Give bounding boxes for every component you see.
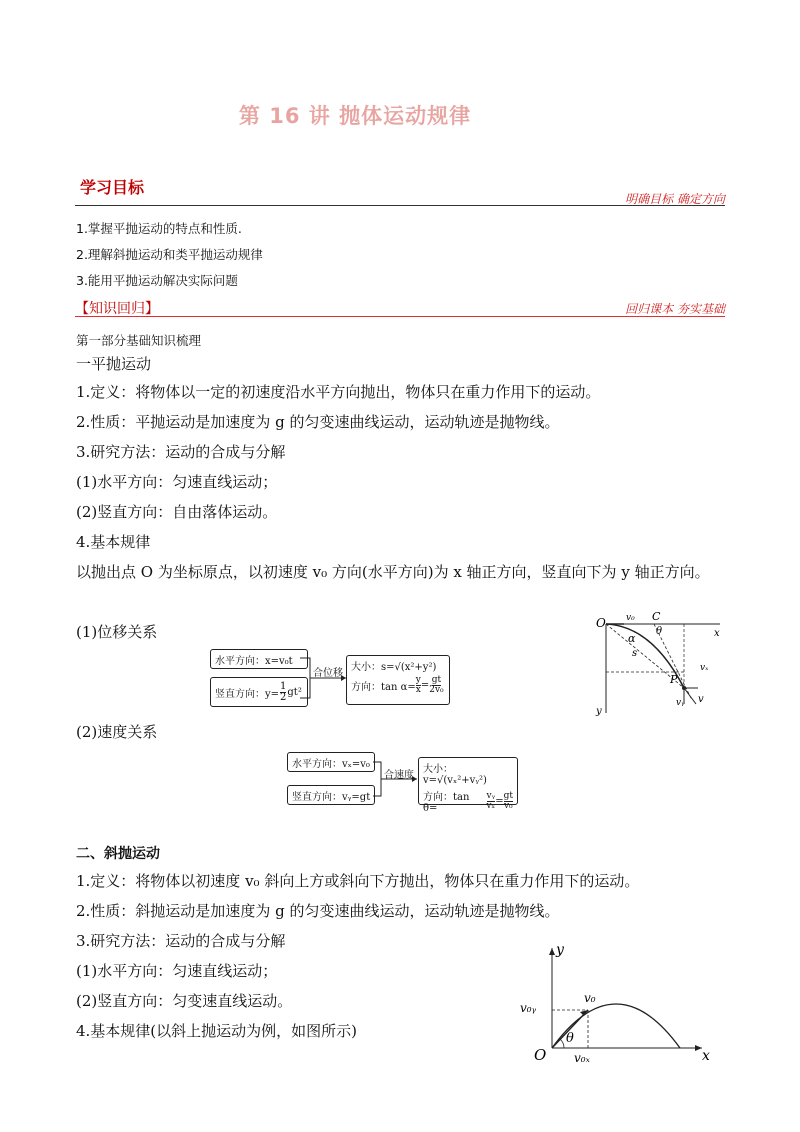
fig1-label-v: v bbox=[698, 694, 704, 705]
review-tag: 回归课本 夯实基础 bbox=[625, 302, 725, 316]
projectile-line-3: 3.研究方法：运动的合成与分解 bbox=[76, 443, 286, 461]
vel-dir-frac2-num: gt bbox=[503, 790, 513, 801]
disp-vertical-prefix: 竖直方向：y= bbox=[215, 688, 280, 700]
part-label: 第一部分基础知识梳理 bbox=[76, 333, 202, 348]
fig1-label-s: s bbox=[632, 648, 638, 659]
projectile-line-6: 4.基本规律 bbox=[76, 533, 151, 551]
disp-dir-frac2 bbox=[429, 676, 443, 695]
fig1-label-O: O bbox=[596, 616, 606, 630]
fig2-label-y: y bbox=[556, 942, 564, 958]
vel-dir-frac2-den: v₀ bbox=[503, 800, 513, 811]
disp-vertical-box bbox=[210, 677, 308, 707]
fig2-label-v0y: v₀ᵧ bbox=[520, 1001, 537, 1015]
oblique-line-6: 4.基本规律(以斜上抛运动为例，如图所示) bbox=[76, 1022, 358, 1040]
review-heading: 【知识回归】 bbox=[75, 301, 159, 317]
projectile-line-7: 以抛出点 O 为坐标原点，以初速度 v₀ 方向(水平方向)为 x 轴正方向，竖直向下为 y 轴正方向。 bbox=[76, 563, 710, 581]
fig1-label-y: y bbox=[596, 706, 602, 717]
vel-combine-label: 合速度 bbox=[384, 770, 414, 781]
fig1-label-alpha: α bbox=[628, 632, 636, 645]
goal-item-1: 1.掌握平抛运动的特点和性质. bbox=[76, 221, 242, 236]
oblique-trajectory-figure bbox=[516, 940, 716, 1065]
fig1-label-vy: vᵧ bbox=[676, 698, 685, 708]
fig1-label-x: x bbox=[714, 628, 720, 639]
disp-dir-prefix: 方向：tan α= bbox=[351, 682, 416, 693]
fig2-label-theta: θ bbox=[566, 1031, 574, 1046]
goals-tag: 明确目标 确定方向 bbox=[625, 192, 725, 206]
oblique-line-1: 1.定义：将物体以初速度 v₀ 斜向上方或斜向下方抛出，物体只在重力作用下的运动。 bbox=[76, 872, 640, 890]
vel-direction: 方向：tan θ= $\frac{\text{vᵧ}}{\text{vₓ}}$ = $\frac{gt}{\text{v₀}}$ bbox=[423, 788, 513, 814]
fig2-label-O: O bbox=[534, 1046, 547, 1064]
vel-vertical-box: 竖直方向：vᵧ=gt bbox=[287, 785, 375, 805]
fig1-label-theta: θ bbox=[656, 626, 663, 637]
goals-heading: 学习目标 bbox=[80, 178, 145, 197]
fig1-label-P: P bbox=[670, 673, 678, 686]
disp-vertical-frac-num: 1 bbox=[280, 680, 287, 692]
projectile-line-1: 1.定义：将物体以一定的初速度沿水平方向抛出，物体只在重力作用下的运动。 bbox=[76, 383, 601, 401]
vel-horizontal-box: 水平方向：vₓ=v₀ bbox=[287, 752, 375, 772]
fig2-label-x: x bbox=[702, 1048, 710, 1064]
oblique-line-2: 2.性质：斜抛运动是加速度为 g 的匀变速曲线运动，运动轨迹是抛物线。 bbox=[76, 902, 560, 920]
disp-horizontal-box: 水平方向：x=v₀t bbox=[210, 649, 308, 669]
oblique-line-5: (2)竖直方向：匀变速直线运动。 bbox=[76, 992, 293, 1010]
disp-size: 大小：s=√(x²+y²) bbox=[351, 662, 437, 673]
projectile-line-2: 2.性质：平抛运动是加速度为 g 的匀变速曲线运动，运动轨迹是抛物线。 bbox=[76, 413, 560, 431]
vel-dir-frac2 bbox=[504, 792, 513, 811]
review-rule bbox=[75, 316, 725, 317]
page-title: 第 16 讲 抛体运动规律 bbox=[238, 104, 472, 128]
oblique-heading: 二、斜抛运动 bbox=[76, 846, 160, 862]
oblique-line-4: (1)水平方向：匀速直线运动； bbox=[76, 962, 278, 980]
disp-vertical-frac bbox=[280, 682, 286, 703]
disp-dir-frac2-den: 2v₀ bbox=[429, 685, 444, 695]
disp-vertical-suffix: gt² bbox=[287, 686, 302, 698]
projectile-heading: 一平抛运动 bbox=[76, 355, 152, 373]
disp-dir-frac1-num: y bbox=[415, 675, 421, 685]
velocity-label: (2)速度关系 bbox=[76, 723, 158, 741]
goal-item-3: 3.能用平抛运动解决实际问题 bbox=[76, 273, 238, 288]
fig1-label-v0: v₀ bbox=[626, 613, 635, 623]
vel-result-box bbox=[418, 757, 518, 814]
disp-result-box bbox=[346, 655, 450, 705]
disp-dir-frac1-den: x bbox=[415, 685, 421, 695]
goals-rule bbox=[75, 205, 725, 206]
vel-dir-prefix: 方向：tan θ= bbox=[423, 792, 470, 814]
displacement-label: (1)位移关系 bbox=[76, 623, 158, 641]
fig2-label-v0x: v₀ₓ bbox=[574, 1051, 590, 1065]
projectile-trajectory-figure bbox=[592, 608, 732, 723]
disp-direction: 方向：tan α= $\frac{y}{x}$ = $\frac{gt}{\text{2v₀}}$ bbox=[351, 675, 444, 695]
vel-size: 大小：v=√(vₓ²+vᵧ²) bbox=[423, 764, 487, 786]
oblique-line-3: 3.研究方法：运动的合成与分解 bbox=[76, 932, 286, 950]
disp-vertical-frac-den: 2 bbox=[280, 691, 287, 703]
vel-dir-frac1 bbox=[486, 792, 495, 811]
goal-item-2: 2.理解斜抛运动和类平抛运动规律 bbox=[76, 247, 263, 262]
vel-dir-frac1-num: vᵧ bbox=[486, 790, 495, 801]
disp-combine-label: 合位移 bbox=[313, 668, 343, 679]
projectile-line-5: (2)竖直方向：自由落体运动。 bbox=[76, 503, 278, 521]
fig1-label-C: C bbox=[652, 610, 661, 623]
fig1-label-vx: vₓ bbox=[700, 663, 709, 673]
disp-dir-frac2-num: gt bbox=[431, 675, 442, 685]
fig2-label-v0: v₀ bbox=[584, 991, 596, 1005]
vel-dir-frac1-den: vₓ bbox=[486, 800, 496, 811]
projectile-line-4: (1)水平方向：匀速直线运动； bbox=[76, 473, 278, 491]
